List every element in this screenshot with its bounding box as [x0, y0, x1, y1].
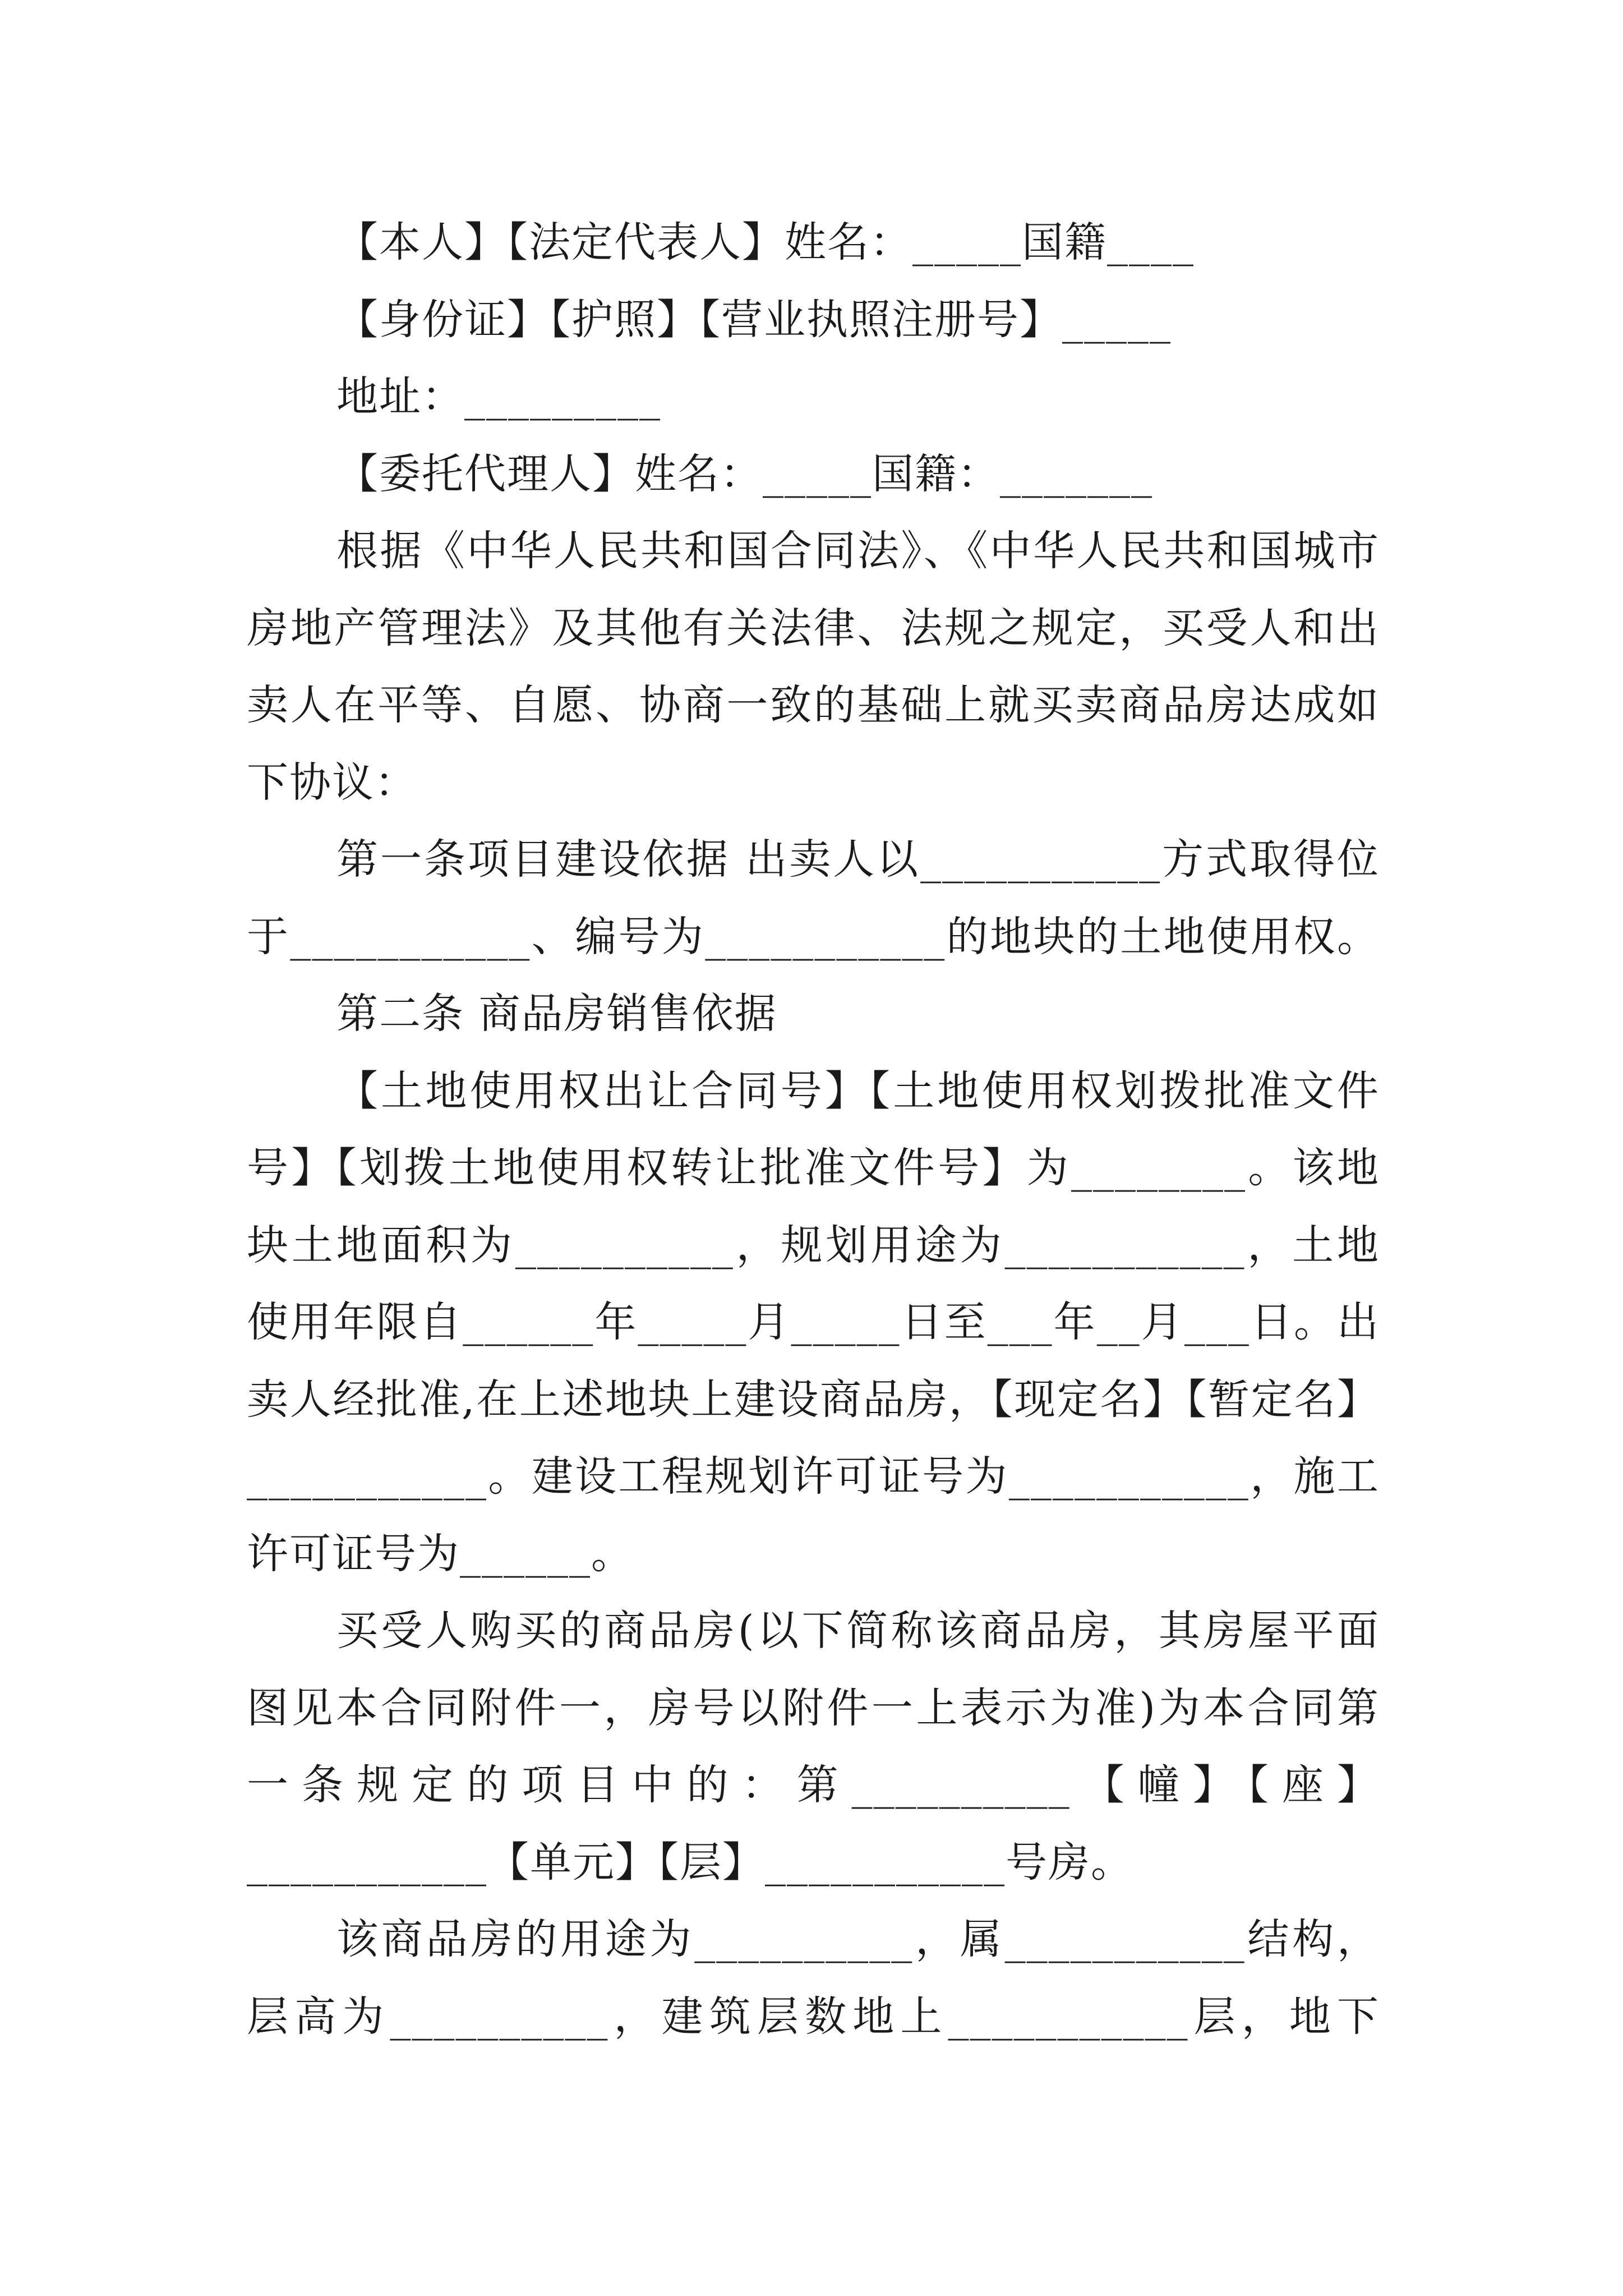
article-2-line-2: 号】【划拨土地使用权转让批准文件号】为________。该地: [247, 1144, 1380, 1192]
usage-line-1: 该商品房的用途为__________，属___________结构，: [336, 1915, 1380, 1963]
agent-name-line: 【委托代理人】姓名：_____国籍：_______: [336, 450, 1153, 498]
article-2-heading: 第二条 商品房销售依据: [336, 990, 777, 1038]
article-2-line-7: 许可证号为______。: [247, 1530, 634, 1578]
article-2-line-1: 【土地使用权出让合同号】【土地使用权划拨批准文件: [336, 1067, 1380, 1115]
unit-line-2: 图见本合同附件一，房号以附件一上表示为准)为本合同第: [247, 1684, 1380, 1732]
article-2-line-5: 卖人经批准,在上述地块上建设商品房，【现定名】【暂定名】: [247, 1375, 1380, 1424]
article-1-line-1: 第一条项目建设依据 出卖人以___________方式取得位: [336, 835, 1380, 884]
usage-line-2: 层高为__________，建筑层数地上___________层，地下: [247, 1993, 1380, 2041]
article-2-line-3: 块土地面积为__________，规划用途为___________，土地: [247, 1221, 1380, 1269]
unit-line-1: 买受人购买的商品房(以下简称该商品房，其房屋平面: [336, 1607, 1380, 1655]
party-name-line: 【本人】【法定代表人】姓名：_____国籍____: [336, 218, 1195, 266]
preamble-line-3: 卖人在平等、自愿、协商一致的基础上就买卖商品房达成如: [247, 681, 1380, 729]
preamble-line-2: 房地产管理法》及其他有关法律、法规之规定，买受人和出: [247, 604, 1380, 652]
address-line: 地址：_________: [336, 372, 661, 421]
preamble-line-4: 下协议：: [247, 758, 417, 807]
preamble-line-1: 根据《中华人民共和国合同法》、《中华人民共和国城市: [336, 527, 1380, 575]
unit-line-3: 一条规定的项目中的：第__________【幢】【座】: [247, 1761, 1380, 1809]
id-document-line: 【身份证】【护照】【营业执照注册号】_____: [336, 296, 1172, 344]
article-1-line-2: 于___________、编号为___________的地块的土地使用权。: [247, 913, 1380, 961]
unit-line-4: ___________【单元】【层】___________号房。: [247, 1838, 1133, 1887]
article-2-line-6: ___________。建设工程规划许可证号为___________，施工: [247, 1452, 1380, 1501]
article-2-line-4: 使用年限自______年_____月_____日至___年__月___日。出: [247, 1298, 1380, 1346]
